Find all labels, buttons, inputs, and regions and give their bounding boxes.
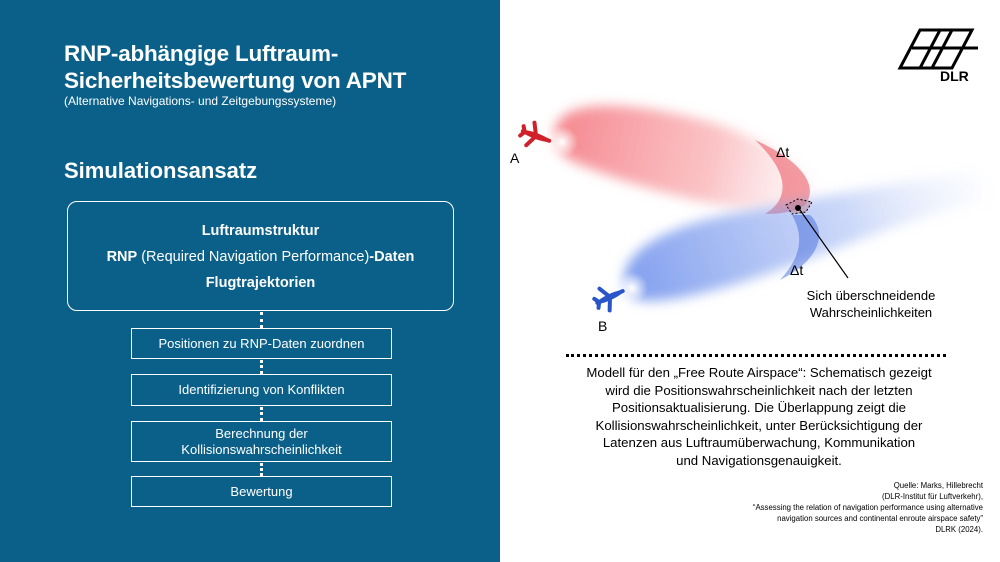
- step-label-line-2: Kollisionswahrscheinlichkeit: [181, 441, 342, 457]
- step-identify-conflicts: [131, 374, 392, 406]
- source-line-2: (DLR-Institut für Luftverkehr),: [882, 492, 983, 501]
- step-label: Positionen zu RNP-Daten zuordnen: [158, 335, 365, 351]
- title-line-1: RNP-abhängige Luftraum-: [64, 41, 339, 66]
- input-airspace-structure: Luftraumstruktur: [201, 223, 320, 239]
- intersection-label-line-1: Sich überschneidende: [806, 288, 936, 303]
- slide-title: [64, 40, 406, 94]
- separator-dotted-line: [566, 354, 946, 357]
- intersection-label: [796, 287, 946, 321]
- intersection-label-line-2: Wahrscheinlichkeiten: [809, 305, 933, 320]
- caption-line-1: Modell für den „Free Route Airspace“: Schematisch gezeigt: [586, 365, 932, 380]
- right-panel: [500, 0, 1000, 562]
- rnp-abbrev: RNP: [106, 249, 138, 265]
- source-line-1: Quelle: Marks, Hillebrecht: [893, 481, 983, 490]
- flow-connector: [260, 463, 266, 476]
- step-map-positions: [131, 328, 392, 359]
- aircraft-b-glow: [616, 272, 648, 304]
- rnp-data-suffix: -Daten: [369, 249, 415, 265]
- step-assessment: [131, 476, 392, 507]
- source-line-4: navigation sources and continental enroute airspace safety”: [777, 514, 983, 523]
- rnp-expansion: (Required Navigation Performance): [137, 249, 370, 265]
- source-citation: [683, 480, 983, 535]
- flow-connector: [260, 312, 266, 328]
- caption-line-3: Positionsaktualisierung. Die Überlappung zeigt die: [612, 400, 906, 415]
- dlr-logo-text: DLR: [940, 68, 969, 84]
- dlr-logo: [900, 30, 978, 68]
- aircraft-a-label: A: [510, 150, 520, 166]
- caption-line-2: wird die Positionswahrscheinlichkeit nach der letzten: [605, 382, 913, 398]
- aircraft-a-glow: [546, 126, 578, 158]
- source-line-5: DLRK (2024).: [935, 525, 983, 534]
- title-line-2: Sicherheitsbewertung von APNT: [64, 68, 407, 93]
- flow-connector: [260, 407, 266, 421]
- figure-caption: [555, 364, 963, 469]
- step-label: Bewertung: [230, 483, 293, 499]
- step-label-line-1: Berechnung der: [215, 425, 308, 441]
- source-line-3: “Assessing the relation of navigation performance using alternative: [752, 503, 983, 512]
- step-collision-probability: [131, 421, 392, 462]
- input-flight-trajectories: Flugtrajektorien: [205, 275, 316, 291]
- caption-line-5: Latenzen aus Luftraumüberwachung, Kommunikation: [602, 435, 916, 450]
- aircraft-b-label: B: [598, 318, 608, 334]
- input-data-box: [67, 201, 454, 311]
- slide-subtitle: (Alternative Navigations- und Zeitgebungssysteme): [64, 94, 337, 108]
- input-rnp-data: [68, 248, 453, 266]
- step-label: Identifizierung von Konflikten: [178, 382, 345, 397]
- section-heading: Simulationsansatz: [64, 158, 258, 183]
- delta-t-bottom-label: Δt: [790, 262, 804, 278]
- delta-t-top-label: Δt: [776, 144, 790, 160]
- caption-line-4: Kollisionswahrscheinlichkeit, unter Berücksichtigung der: [595, 417, 923, 433]
- flow-connector: [260, 360, 266, 374]
- caption-line-6: und Navigationsgenauigkeit.: [676, 452, 842, 468]
